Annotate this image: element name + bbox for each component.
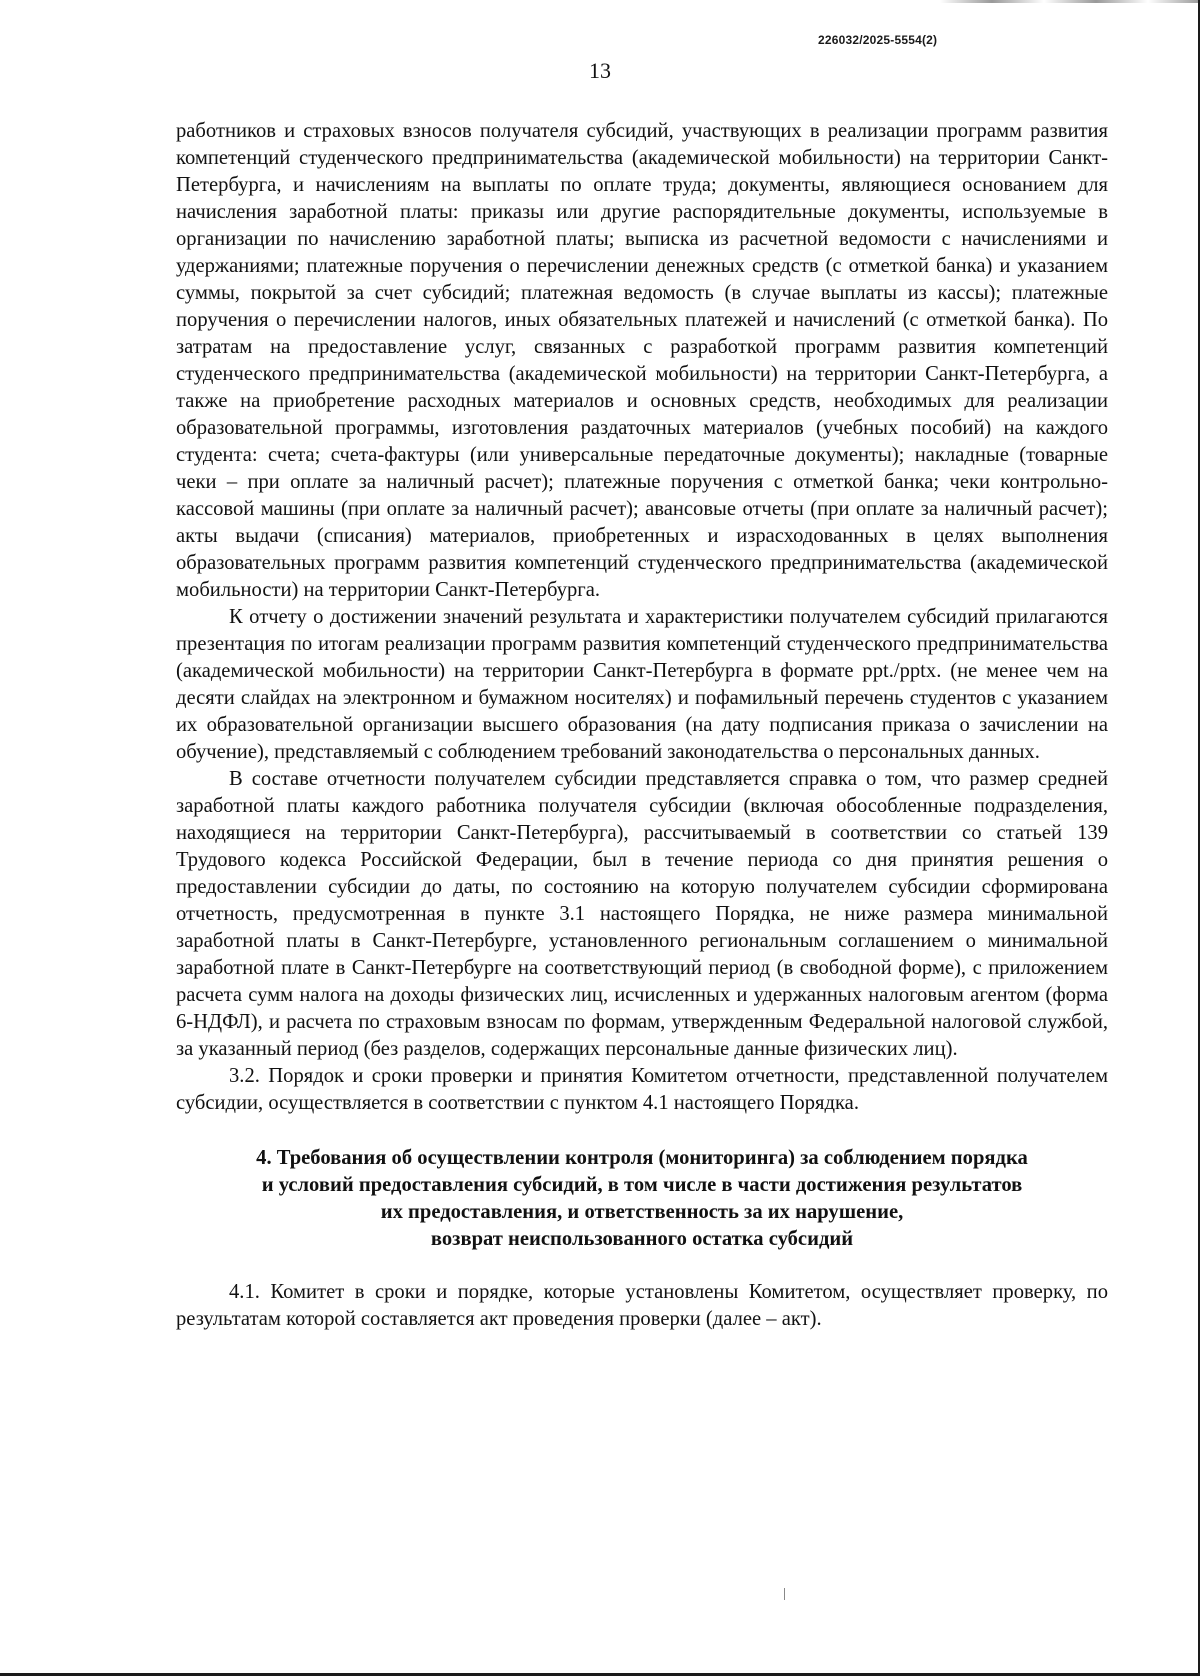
- paragraph-salary-certificate: В составе отчетности получателем субсидии представляется справка о том, что размер средней заработной платы каждого работника получателя субсидии (включая обособленные подразделения, находящиеся на территории Санкт-Петербурга), рассчитываемый в соответствии со статьей 139 Трудового кодекса Российской Федерации, был в течение периода со дня принятия решения о предоставлении субсидии до даты, по состоянию на которую получателем субсидии сформирована отчетность, предусмотренная в пункте 3.1 настоящего Порядка, не ниже размера минимальной заработной платы в Санкт-Петербурге, установленного региональным соглашением о минимальной заработной плате в Санкт-Петербурге на соответствующий период (в свободной форме), с приложением расчета сумм налога на доходы физических лиц, исчисленных и удержанных налоговым агентом (форма 6-НДФЛ), и расчета по страховым взносам по формам, утвержденным Федеральной налоговой службой, за указанный период (без разделов, содержащих персональные данные физических лиц).: [176, 768, 1108, 1060]
- page-number: 13: [589, 58, 611, 83]
- document-body: [176, 118, 1108, 1333]
- section-heading-line-2: и условий предоставления субсидий, в том числе в части достижения результатов: [261, 1174, 1023, 1196]
- registration-number: 226032/2025-5554(2): [818, 33, 938, 47]
- section-heading-line-1: 4. Требования об осуществлении контроля (мониторинга) за соблюдением порядка: [256, 1147, 1028, 1169]
- scan-mark: [784, 1588, 785, 1600]
- paragraph-4-1: 4.1. Комитет в сроки и порядке, которые установлены Комитетом, осуществляет проверку, по результатам которой составляется акт проведения проверки (далее – акт).: [176, 1281, 1108, 1330]
- section-heading-line-4: возврат неиспользованного остатка субсидий: [430, 1228, 854, 1250]
- section-4-heading: [176, 1145, 1108, 1253]
- paragraph-report-attachments: К отчету о достижении значений результата и характеристики получателем субсидий прилагаются презентация по итогам реализации программ развития компетенций студенческого предпринимательства (академической мобильности) на территории Санкт-Петербурга в формате ppt./pptx. (не менее чем на десяти слайдах на электронном и бумажном носителях) и пофамильный перечень студентов с указанием их образовательной организации высшего образования (на дату подписания приказа о зачислении на обучение), представляемый с соблюдением требований законодательства о персональных данных.: [176, 606, 1108, 763]
- scan-edge-top: [940, 0, 1200, 3]
- section-heading-line-3: их предоставления, и ответственность за их нарушение,: [380, 1201, 904, 1223]
- paragraph-continuation: работников и страховых взносов получателя субсидий, участвующих в реализации программ развития компетенций студенческого предпринимательства (академической мобильности) на территории Санкт-Петербурга, и начислениям на выплаты по оплате труда; документы, являющиеся основанием для начисления заработной платы: приказы или другие распорядительные документы, используемые в организации по начислению заработной платы; выписка из расчетной ведомости с начислениями и удержаниями; платежные поручения о перечислении денежных средств (с отметкой банка) и указанием суммы, покрытой за счет субсидий; платежная ведомость (в случае выплаты из кассы); платежные поручения о перечислении налогов, иных обязательных платежей и начислений (с отметкой банка). По затратам на предоставление услуг, связанных с разработкой программ развития компетенций студенческого предпринимательства (академической мобильности) на территории Санкт-Петербурга, а также на приобретение расходных материалов и основных средств, необходимых для реализации образовательной программы, изготовления раздаточных материалов (учебных пособий) на каждого студента: счета; счета-фактуры (или универсальные передаточные документы); накладные (товарные чеки – при оплате за наличный расчет); платежные поручения с отметкой банка; чеки контрольно-кассовой машины (при оплате за наличный расчет); авансовые отчеты (при оплате за наличный расчет); акты выдачи (списания) материалов, приобретенных и израсходованных в целях выполнения образовательных программ развития компетенций студенческого предпринимательства (академической мобильности) на территории Санкт-Петербурга.: [176, 120, 1108, 601]
- paragraph-3-2: 3.2. Порядок и сроки проверки и принятия Комитетом отчетности, представленной получателем субсидии, осуществляется в соответствии с пунктом 4.1 настоящего Порядка.: [176, 1065, 1108, 1114]
